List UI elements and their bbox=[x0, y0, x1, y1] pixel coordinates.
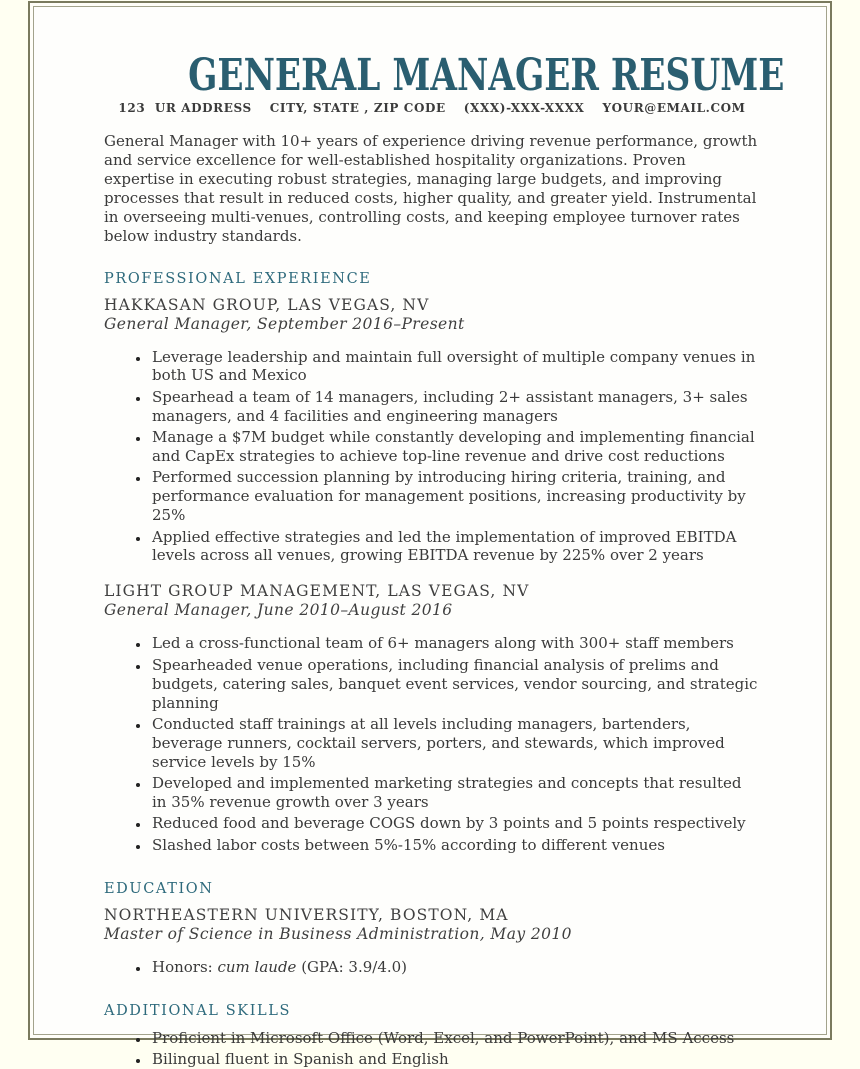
decorative-border-inner bbox=[33, 6, 827, 1068]
company-name: LIGHT GROUP MANAGEMENT, LAS VEGAS, NV bbox=[104, 582, 530, 601]
bullet-item: • Spearheaded venue operations, including financial analysis of prelims and budgets, catering sales, banquet event services, vendor sourcing, and strategic planning bbox=[150, 656, 760, 713]
contact-phone: (XXX)-XXX-XXXX bbox=[463, 101, 585, 116]
bullet-item: • Leverage leadership and maintain full oversight of multiple company venues in both US and Mexico bbox=[150, 348, 760, 386]
job-bullet-list bbox=[104, 634, 760, 854]
resume-title: GENERAL MANAGER RESUME bbox=[188, 50, 785, 101]
summary-paragraph: General Manager with 10+ years of experience driving revenue performance, growth and service excellence for well-established hospitality organizations. Proven expertise in executing robust strategies, managing large budgets, and improving processes that result in reduced costs, higher quality, and greater yield. Instrumental in overseeing multi-venues, controlling costs, and keeping employee turnover rates below industry standards. bbox=[104, 132, 758, 245]
contact-line bbox=[104, 101, 760, 115]
honors-prefix: Honors: bbox=[152, 957, 218, 976]
job-block-hakkasan bbox=[104, 296, 760, 566]
school-name: NORTHEASTERN UNIVERSITY, BOSTON, MA bbox=[104, 905, 509, 924]
bullet-item: • Conducted staff trainings at all levels including managers, bartenders, beverage runners, cocktail servers, porters, and stewards, which improved service levels by 15% bbox=[150, 715, 760, 772]
honors-latin: cum laude bbox=[217, 957, 297, 976]
bullet-item: • Manage a $7M budget while constantly developing and implementing financial and CapEx strategies to achieve top-line revenue and drive cost reductions bbox=[150, 428, 760, 466]
honors-list bbox=[104, 958, 760, 977]
section-heading-experience: PROFESSIONAL EXPERIENCE bbox=[104, 270, 372, 287]
skills-bullet-list bbox=[104, 1029, 760, 1069]
resume-header bbox=[104, 41, 785, 116]
bullet-item: • Applied effective strategies and led the implementation of improved EBITDA levels across all venues, growing EBITDA revenue by 225% over 2 years bbox=[150, 528, 760, 566]
decorative-border-outer bbox=[28, 1, 832, 1068]
contact-city-state-zip: CITY, STATE , ZIP CODE bbox=[269, 101, 446, 116]
degree-line: Master of Science in Business Administration, May 2010 bbox=[104, 924, 572, 943]
resume-document bbox=[27, 0, 833, 1068]
bullet-item: • Led a cross-functional team of 6+ managers along with 300+ staff members bbox=[150, 634, 760, 653]
section-education bbox=[104, 881, 760, 977]
role-dates: General Manager, September 2016–Present bbox=[104, 314, 465, 333]
honors-item bbox=[150, 958, 760, 977]
honors-suffix: (GPA: 3.9/4.0) bbox=[296, 957, 408, 976]
bullet-item: • Proficient in Microsoft Office (Word, Excel, and PowerPoint), and MS Access bbox=[150, 1029, 760, 1048]
section-heading-skills: ADDITIONAL SKILLS bbox=[104, 1002, 292, 1019]
bullet-item: • Bilingual fluent in Spanish and English bbox=[150, 1050, 760, 1069]
section-heading-education: EDUCATION bbox=[104, 880, 214, 897]
job-block-light-group bbox=[104, 582, 760, 854]
bullet-item: • Performed succession planning by introducing hiring criteria, training, and performance evaluation for management positions, increasing productivity by 25% bbox=[150, 468, 760, 525]
bullet-item: • Slashed labor costs between 5%-15% according to different venues bbox=[150, 836, 760, 855]
job-bullet-list bbox=[104, 348, 760, 566]
bullet-item: • Spearhead a team of 14 managers, including 2+ assistant managers, 3+ sales managers, and 4 facilities and engineering managers bbox=[150, 388, 760, 426]
contact-address: 123 UR ADDRESS bbox=[118, 101, 252, 116]
role-dates: General Manager, June 2010–August 2016 bbox=[104, 601, 453, 620]
contact-email: YOUR@EMAIL.COM bbox=[602, 101, 746, 116]
section-professional-experience bbox=[104, 271, 760, 855]
section-additional-skills bbox=[104, 1003, 760, 1069]
bullet-item: • Reduced food and beverage COGS down by 3 points and 5 points respectively bbox=[150, 814, 760, 833]
company-name: HAKKASAN GROUP, LAS VEGAS, NV bbox=[104, 295, 430, 314]
bullet-item: • Developed and implemented marketing strategies and concepts that resulted in 35% revenue growth over 3 years bbox=[150, 774, 760, 812]
